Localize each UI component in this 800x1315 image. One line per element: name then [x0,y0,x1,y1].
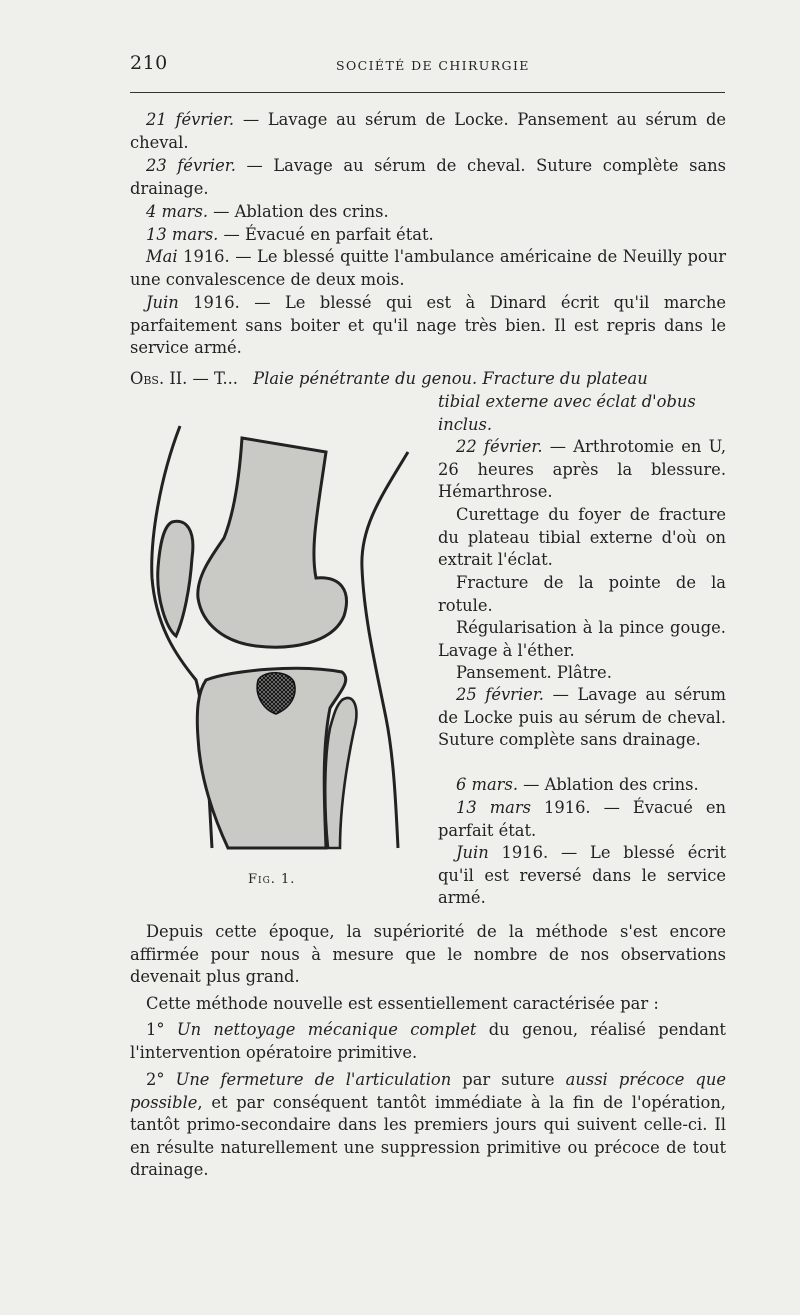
header-rule [130,92,725,93]
page-header [130,52,725,80]
page-number: 210 [130,52,168,74]
entry-6-mars: 6 mars. — Ablation des crins. [456,775,699,794]
knee-figure [140,418,410,858]
patella [158,521,193,636]
running-title: SOCIÉTÉ DE CHIRURGIE [336,58,530,73]
entry-25-fevrier: 25 février. — Lavage au sérum de Locke puis au sérum de cheval. Suture complète sans drainage. [438,685,726,750]
entry-juin-1916-side: Juin 1916. — Le blessé écrit qu'il est reversé dans le service armé. [438,843,726,908]
skin-contour-right [362,452,408,848]
fibula [325,698,356,848]
femur [198,438,347,647]
entry-21-fevrier: 21 février. — Lavage au sérum de Locke. Pansement au sérum de cheval. [130,110,727,152]
entry-13-mars: 13 mars. — Évacué en parfait état. [146,225,434,244]
entry-regularisation: Régularisation à la pince gouge. Lavage à l'éther. [438,618,726,660]
observation-title-continued: tibial externe avec éclat d'obus inclus. [438,392,696,434]
observation-title: Plaie pénétrante du genou. Fracture du plateau [253,369,648,388]
entry-fracture-rotule: Fracture de la pointe de la rotule. [438,573,726,615]
entry-23-fevrier: 23 février. — Lavage au sérum de cheval. Suture complète sans drainage. [130,156,727,198]
paragraph-point-2: 2° Une fermeture de l'articulation par suture aussi précoce que possible, et par conséquent tantôt immédiate à la fin de l'opération, tantôt primo-secondaire dans les premiers jours qui suivent celle-ci. Il en résulte naturellement une suppression primitive ou précoce de tout drainage. [130,1070,726,1180]
entry-curettage: Curettage du foyer de fracture du plateau tibial externe d'où on extrait l'éclat. [438,505,726,570]
entry-4-mars: 4 mars. — Ablation des crins. [146,202,389,221]
paragraph-depuis: Depuis cette époque, la supériorité de la méthode s'est encore affirmée pour nous à mesure que le nombre de nos observations devenait plus grand. [130,922,726,987]
observation-label: Obs. II. — T... [130,369,238,388]
entry-juin-1916: Juin 1916. — Le blessé qui est à Dinard écrit qu'il marche parfaitement sans boiter et qu'il nage très bien. Il est repris dans le service armé. [130,293,726,358]
entry-pansement: Pansement. Plâtre. [456,663,612,682]
entry-22-fevrier: 22 février. — Arthrotomie en U, 26 heures après la blessure. Hémarthrose. [438,437,726,502]
entry-13-mars-1916: 13 mars 1916. — Évacué en parfait état. [438,798,726,840]
skin-contour-left [152,426,212,848]
entry-mai-1916: Mai 1916. — Le blessé quitte l'ambulance américaine de Neuilly pour une convalescence de deux mois. [130,247,726,289]
paragraph-methode: Cette méthode nouvelle est essentiellement caractérisée par : [146,994,659,1013]
observation-heading [130,368,726,391]
figure-caption: Fig. 1. [248,872,296,887]
paragraph-point-1: 1° Un nettoyage mécanique complet du genou, réalisé pendant l'intervention opératoire primitive. [130,1020,726,1062]
